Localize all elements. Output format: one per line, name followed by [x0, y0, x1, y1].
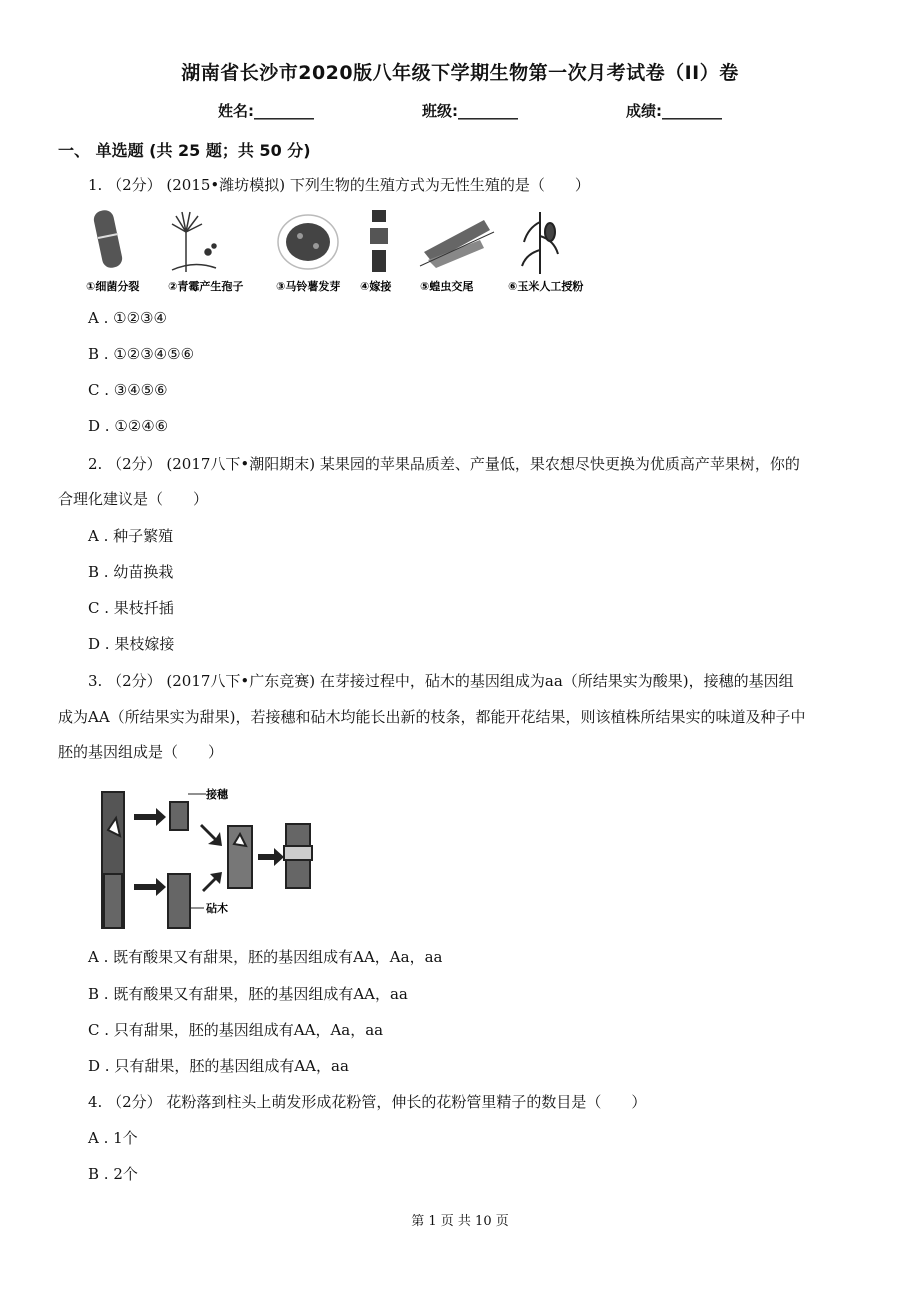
section-heading: 一、 单选题 (共 25 题；共 50 分)	[58, 141, 311, 160]
page-footer: 第 1 页 共 10 页	[411, 1214, 509, 1229]
question-2-stem-line-1: 2. （2分） (2017八下•潮阳期末) 某果园的苹果品质差、产量低，果农想尽快更换为优质高产苹果树，你的	[88, 455, 800, 473]
bacteria-division-image	[92, 209, 124, 270]
question-1-figure	[84, 202, 604, 298]
question-3-figure	[94, 784, 344, 930]
question-3-option-c: C . 只有甜果，胚的基因组成有AA，Aa，aa	[88, 1021, 384, 1039]
question-2-option-c: C . 果枝扦插	[88, 599, 174, 617]
class-field: 班级:________	[422, 102, 518, 120]
question-2-option-b: B . 幼苗换栽	[88, 563, 174, 581]
figure-label-1: ①细菌分裂	[86, 280, 140, 293]
rootstock-cut-image	[168, 874, 190, 928]
question-3-option-d: D . 只有甜果，胚的基因组成有AA，aa	[88, 1057, 349, 1075]
corn-pollination-image	[522, 212, 558, 274]
question-3-stem-line-3: 胚的基因组成是（ ）	[58, 743, 224, 761]
question-4-stem: 4. （2分） 花粉落到柱头上萌发形成花粉管，伸长的花粉管里精子的数目是（ ）	[88, 1093, 647, 1111]
scion-bud-image	[170, 802, 188, 830]
rootstock-label: 砧木	[206, 902, 228, 915]
page-title: 湖南省长沙市2020版八年级下学期生物第一次月考试卷（II）卷	[181, 62, 739, 84]
score-field: 成绩:________	[626, 102, 722, 120]
penicillium-spores-image	[172, 212, 216, 272]
question-2-option-d: D . 果枝嫁接	[88, 635, 175, 653]
question-4-option-a: A . 1个	[88, 1129, 138, 1147]
question-2-stem-line-2: 合理化建议是（ ）	[58, 490, 209, 508]
question-3-stem-line-2: 成为AA（所结果实为甜果)，若接穗和砧木均能长出新的枝条，都能开花结果，则该植株所结果实的味道及种子中	[58, 708, 806, 726]
question-1-option-c: C . ③④⑤⑥	[88, 381, 168, 399]
figure-label-5: ⑤蝗虫交尾	[420, 280, 474, 293]
question-3-stem-line-1: 3. （2分） (2017八下•广东竞赛) 在芽接过程中，砧木的基因组成为aa（所结果实为酸果)，接穗的基因组	[88, 672, 794, 690]
question-3-option-a: A . 既有酸果又有甜果，胚的基因组成有AA，Aa，aa	[88, 948, 443, 966]
question-1-option-a: A . ①②③④	[88, 309, 167, 327]
scion-label: 接穗	[206, 788, 228, 801]
question-1-stem: 1. （2分） (2015•潍坊模拟) 下列生物的生殖方式为无性生殖的是（ ）	[88, 176, 590, 194]
figure-label-3: ③马铃薯发芽	[276, 280, 341, 293]
question-1-option-b: B . ①②③④⑤⑥	[88, 345, 195, 363]
figure-label-4: ④嫁接	[360, 280, 392, 293]
figure-label-2: ②青霉产生孢子	[168, 280, 244, 293]
arrow-icons	[134, 808, 284, 896]
question-1-option-d: D . ①②④⑥	[88, 417, 169, 435]
question-4-option-b: B . 2个	[88, 1165, 138, 1183]
grafting-image	[370, 210, 388, 272]
rootstock-image	[104, 874, 122, 928]
potato-sprouting-image	[278, 215, 338, 269]
name-field: 姓名:________	[218, 102, 314, 120]
question-3-option-b: B . 既有酸果又有甜果，胚的基因组成有AA，aa	[88, 985, 408, 1003]
figure-label-6: ⑥玉米人工授粉	[508, 280, 584, 293]
question-2-option-a: A . 种子繁殖	[88, 527, 174, 545]
locust-mating-image	[420, 220, 494, 268]
